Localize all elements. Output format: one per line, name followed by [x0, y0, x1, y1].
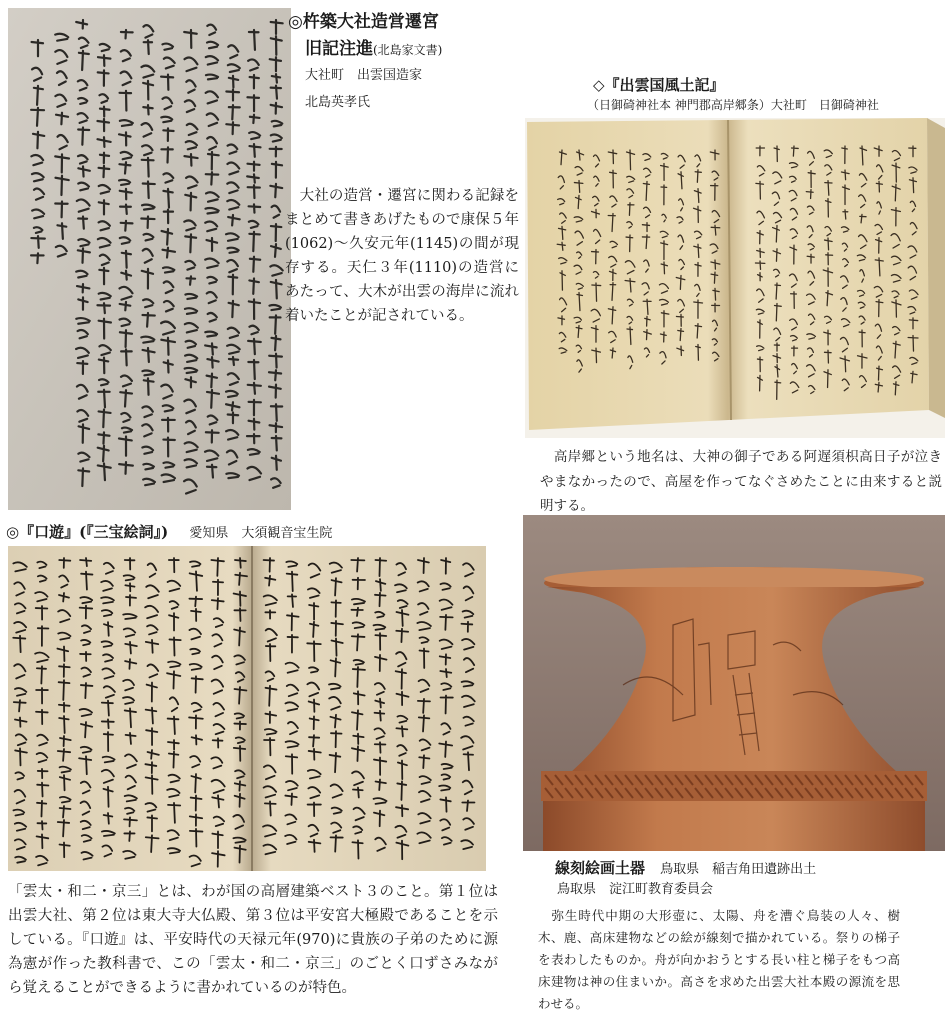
doc1-title-line2: 旧記注進: [305, 39, 373, 59]
doc3-header: [6, 522, 332, 544]
doc4-location-b: 鳥取県 淀江町教育委員会: [557, 882, 714, 897]
document-photo-kuchizusami: [8, 546, 486, 871]
doc1-description: 大社の造営・遷宮に関わる記録をまとめて書きあげたもので康保５年(1062)～久安元年(1145)の間が現存する。天仁３年(1110)の造営にあたって、大木が出雲の海岸に流れ着いたことが記されている。: [285, 188, 519, 324]
doc1-location: 大社町 出雲国造家: [305, 68, 423, 83]
document-photo-kitsuki-records: [8, 8, 291, 510]
doc3-description: 「雲太・和二・京三」とは、わが国の高層建築ベスト３のこと。第１位は出雲大社、第２位は東大寺大仏殿、第３位は平安宮大極殿であることを示している。『口遊』は、平安時代の天禄元年(970)に貴族の子弟のために源為憲が作った教科書で、この「雲太・和二・京三」のごとく口ずさみながら覚えることができるように書かれているのが特色。: [8, 884, 498, 996]
doc2-subtitle: （日御碕神社本 神門郡高岸郷条）大社町 日御碕神社: [587, 98, 879, 112]
doc3-location: 愛知県 大須観音宝生院: [189, 526, 333, 541]
artifact-photo-incised-jar: [523, 515, 945, 851]
doc1-title-note: (北島家文書): [373, 43, 443, 57]
doc4-location-a: 鳥取県 稲吉角田遺跡出土: [660, 862, 817, 877]
doc4-header: [555, 858, 816, 880]
doc1-title-line1: ◎杵築大社造営遷宮: [288, 12, 439, 32]
doc3-title: ◎『口遊』(『三宝絵詞』): [6, 523, 169, 541]
doc2-description: 高岸郷という地名は、大神の御子である阿遅須枳高日子が泣きやまなかったので、高屋を作ってなぐさめたことに由来すると説明する。: [540, 449, 942, 514]
doc4-title: 線刻絵画土器: [555, 859, 646, 877]
doc4-description: 弥生時代中期の大形壺に、太陽、舟を漕ぐ鳥装の人々、樹木、鹿、高床建物などの絵が線刻で描かれている。祭りの梯子を表わしたものか。舟が向かおうとする長い柱と梯子をもつ高床建物は神の住まいか。高さを求めた出雲大社本殿の源流を思わせる。: [538, 908, 900, 1011]
document-photo-izumo-fudoki: [525, 118, 945, 438]
doc1-owner: 北島英孝氏: [305, 95, 371, 110]
doc1-title-line2-wrap: [305, 38, 442, 60]
doc2-title: ◇『出雲国風土記』: [593, 76, 725, 94]
